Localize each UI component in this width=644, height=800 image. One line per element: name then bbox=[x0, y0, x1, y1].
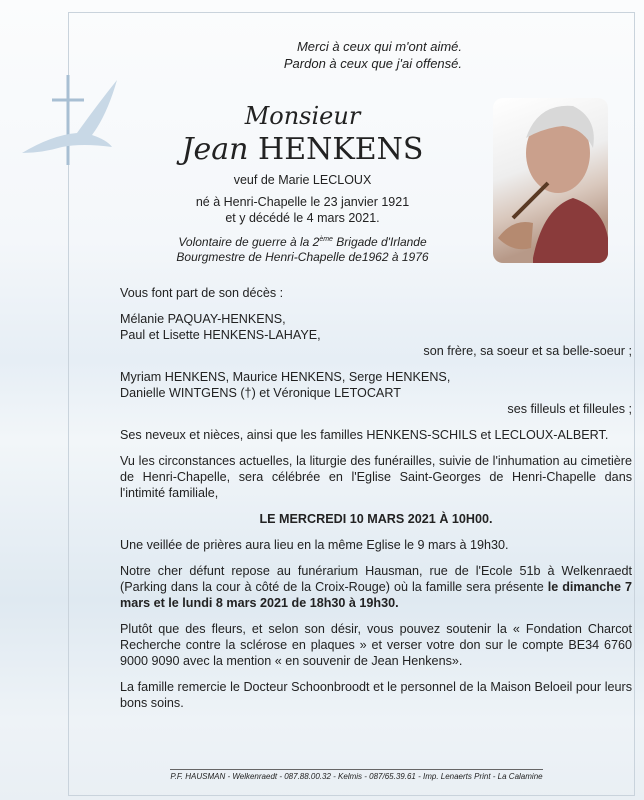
intro-text: Vous font part de son décès : bbox=[120, 286, 284, 300]
donation-text: Plutôt que des fleurs, et selon son désir, vous pouvez soutenir la « Fondation Charcot Recherche contre la sclérose en plaques » et verser votre don sur le compte BE34 6760 9000 9090 avec la mention « en souvenir de Jean Henkens». bbox=[120, 622, 632, 668]
footer: P.F. HAUSMAN - Welkenraedt - 087.88.00.32 - Kelmis - 087/65.39.61 - Imp. Lenaerts Print - La Calamine bbox=[170, 769, 543, 781]
visitation-text bbox=[120, 563, 632, 611]
visitation-times: le dimanche 7 mars et le lundi 8 mars 2021 de 18h30 à 19h30. bbox=[120, 580, 632, 610]
family-relation: ses filleuls et filleules ; bbox=[507, 402, 632, 416]
vigil-text: Une veillée de prières aura lieu en la même Eglise le 9 mars à 19h30. bbox=[120, 538, 509, 552]
last-name: HENKENS bbox=[258, 132, 424, 167]
cross-and-dove-icon bbox=[22, 75, 122, 165]
death: et y décédé le 4 mars 2021. bbox=[225, 211, 380, 225]
quote-line: Pardon à ceux que j'ai offensé. bbox=[283, 56, 462, 71]
deceased-header bbox=[160, 100, 445, 265]
quote-line: Merci à ceux qui m'ont aimé. bbox=[296, 39, 462, 54]
title: Monsieur bbox=[244, 102, 361, 130]
deceased-photo bbox=[493, 98, 608, 263]
deceased-name bbox=[160, 132, 445, 168]
quote bbox=[284, 38, 462, 72]
announcement-body bbox=[120, 285, 632, 721]
ceremony-date: LE MERCREDI 10 MARS 2021 À 10H00. bbox=[259, 512, 493, 526]
portrait-image bbox=[493, 98, 608, 263]
role-volunteer bbox=[160, 232, 445, 250]
nephews-text: Ses neveux et nièces, ainsi que les familles HENKENS-SCHILS et LECLOUX-ALBERT. bbox=[120, 428, 609, 442]
family-member: Myriam HENKENS, Maurice HENKENS, Serge HENKENS, bbox=[120, 370, 451, 384]
role-sup: ème bbox=[319, 236, 333, 243]
first-name: Jean bbox=[181, 132, 249, 167]
visitation-info: Notre cher défunt repose au funérarium Hausman, rue de l'Ecole 51b à Welkenraedt (Parking dans la cour à côté de la Croix-Rouge) où la famille sera présente bbox=[120, 564, 632, 594]
family-relation: son frère, sa soeur et sa belle-soeur ; bbox=[423, 344, 632, 358]
birth: né à Henri-Chapelle le 23 janvier 1921 bbox=[195, 195, 410, 209]
widower: veuf de Marie LECLOUX bbox=[233, 173, 372, 187]
role-mayor: Bourgmestre de Henri-Chapelle de1962 à 1976 bbox=[176, 250, 429, 264]
family-member: Danielle WINTGENS (†) et Véronique LETOCART bbox=[120, 386, 401, 400]
ceremony-text: Vu les circonstances actuelles, la liturgie des funérailles, suivie de l'inhumation au cimetière de Henri-Chapelle, sera célébrée en l'Eglise Saint-Georges de Henri-Chapelle dans l'intimité familiale, bbox=[120, 454, 632, 500]
family-member: Mélanie PAQUAY-HENKENS, bbox=[120, 312, 286, 326]
role-text: Volontaire de guerre à la 2 bbox=[178, 235, 320, 249]
family-member: Paul et Lisette HENKENS-LAHAYE, bbox=[120, 328, 321, 342]
role-text: Brigade d'Irlande bbox=[332, 235, 427, 249]
thanks-text: La famille remercie le Docteur Schoonbroodt et le personnel de la Maison Beloeil pour leurs bons soins. bbox=[120, 680, 632, 710]
